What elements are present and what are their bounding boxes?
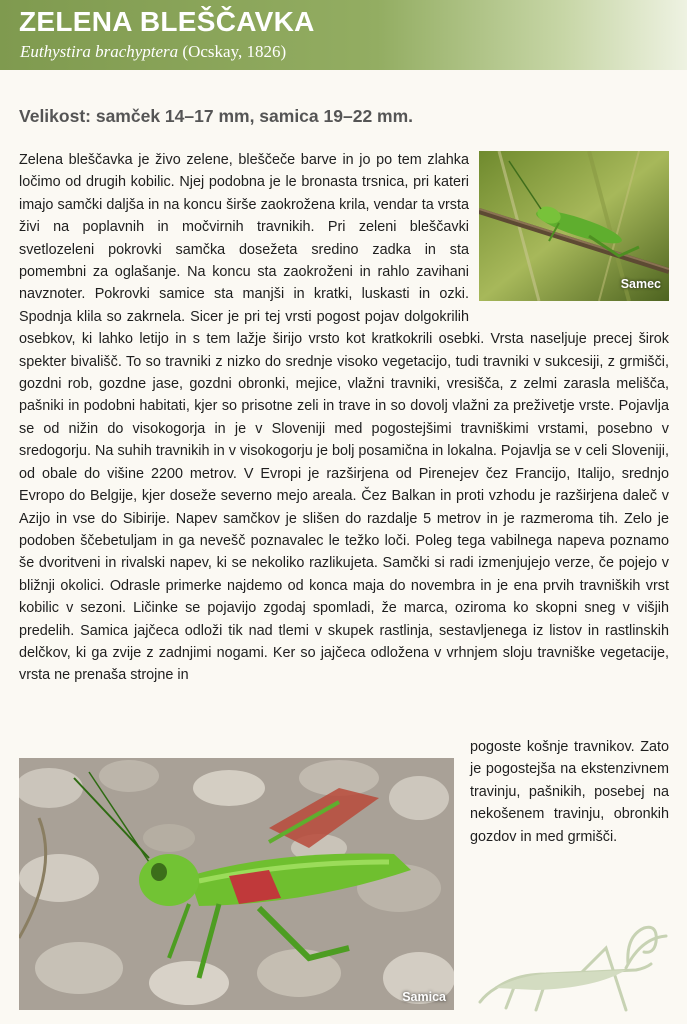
female-caption: Samica	[402, 990, 446, 1004]
body-paragraph: Zelena bleščavka je živo zelene, bleščeče barve in jo po tem zlahka ločimo od drugih kobilic. Njej podobna je le bronasta trsnica, pri kateri imajo samčki daljša in na koncu širše zaokrožena krila, vendar ta vrsta živi na poplavnih in močvirnih travnikih. Pri zeleni bleščavki svetlozeleni pokrovki samčka dosežeta sredino zadka in sta pomembni za oglašanje. Na koncu sta zaokroženi in rahlo zavihani navznoter. Pokrovki samice sta manjši in kratki, luskasti in ozki. Spodnja klila so zakrnela. Sicer je pri tej vrsti pogost pojav dolgokrilih osebkov, ki lahko letijo in s tem lažje širijo vrsto kot kratkokrili osebki. Vrsta naseljuje precej širok spekter bivališč. To so travniki z nizko do srednje visoko vegetacijo, tudi travniki v sukcesiji, z grmišči, gozdni rob, gozdne jase, gozdni obronki, mejice, vlažni travniki, vresišča, z zelmi zarasla melišča, pašniki in podobni habitati, kjer so prisotne zeli in trave in so dovolj vlažni za preživetje vrste. Pojavlja se od nižin do visokogorja in je v Sloveniji med pogostejšimi travniškimi vrstami, posebno v sredogorju. Na suhih travnikih in v visokogorju je bolj posamična in lokalna. Pojavlja se v celi Sloveniji, od obale do višine 2200 metrov. V Evropi je razširjena od Pirenejev čez Francijo, Italijo, srednjo Evropo do Belgije, kjer doseže severno mejo areala. Čez Balkan in proti vzhodu je razširjena daleč v Azijo in vse do Sibirije. Napev samčkov je slišen do razdalje 5 metrov in je razmeroma tih. Zelo je podoben ščebetuljam in ga nevešč poznavalec le težko loči. Poleg tega vabilnega napeva poznamo še dvoritveni in rivalski napev, ki se nekoliko razlikujeta. Samčki si radi izmenjujejo verze, če pojejo v bližnji okolici. Odrasle primerke najdemo od konca maja do novembra in je ena prvih travniških vrst kobilic v sezoni. Ličinke se pojavijo zgodaj spomladi, že marca, oziroma ko skopni sneg v višjih predelih. Samica jajčeca odloži tik nad tlemi v skupek rastlinja, sestavljenega iz listov in rastlinskih delčkov, ki ga zvije z zadnjimi nogami. Ker so jajčeca odložena v vrhnjem sloju travniške vegetacije, vrsta ne prenaša strojne in	[19, 152, 669, 684]
title-banner	[0, 0, 687, 70]
taxon-author: (Ocskay, 1826)	[182, 42, 287, 61]
female-grasshopper-image	[19, 758, 454, 1010]
scientific-name	[20, 42, 286, 62]
latin-binomial: Euthystira brachyptera	[20, 42, 179, 61]
main-text-continued: pogoste košnje travnikov. Zato je pogostejša na ekstenzivnem travinju, pašnikih, posebej na nekošenem travinju, obronkih gozdov in med grmišči.	[470, 739, 669, 845]
grasshopper-silhouette-icon	[476, 918, 676, 1014]
male-photo	[479, 151, 669, 301]
size-heading: Velikost: samček 14–17 mm, samica 19–22 mm.	[19, 106, 414, 126]
species-title: ZELENA BLEŠČAVKA	[19, 6, 315, 37]
female-photo	[19, 758, 454, 1010]
male-caption: Samec	[620, 276, 661, 291]
main-text	[19, 149, 669, 687]
